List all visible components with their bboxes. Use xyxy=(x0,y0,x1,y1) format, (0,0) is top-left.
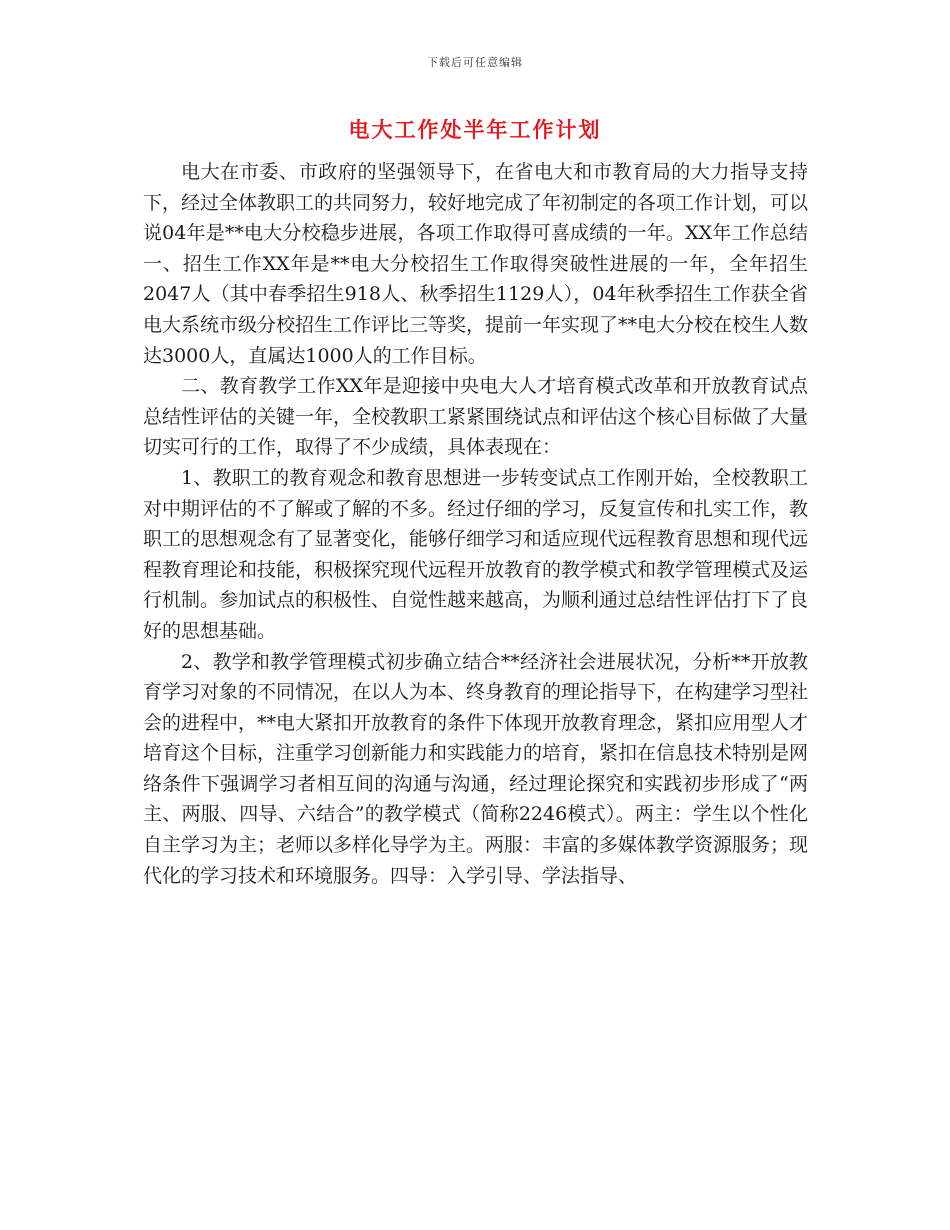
header-note: 下载后可任意编辑 xyxy=(427,56,523,69)
paragraph-intro: 电大在市委、市政府的坚强领导下，在省电大和市教育局的大力指导支持下，经过全体教职工的共同努力，较好地完成了年初制定的各项工作计划，可以说04年是**电大分校稳步进展，各项工作取得可喜成绩的一年。XX年工作总结一、招生工作XX年是**电大分校招生工作取得突破性进展的一年，全年招生2047人（其中春季招生918人、秋季招生1129人），04年秋季招生工作获全省电大系统市级分校招生工作评比三等奖，提前一年实现了**电大分校在校生人数达3000人，直属达1000人的工作目标。 xyxy=(143,161,809,367)
document-body xyxy=(143,157,808,891)
paragraph-concepts: 1、教职工的教育观念和教育思想进一步转变试点工作刚开始，全校教职工对中期评估的不了解或了解的不多。经过仔细的学习，反复宣传和扎实工作，教职工的思想观念有了显著变化，能够仔细学习和适应现代远程教育思想和现代远程教育理论和技能，积极探究现代远程开放教育的教学模式和教学管理模式及运行机制。参加试点的积极性、自觉性越来越高，为顺利通过总结性评估打下了良好的思想基础。 xyxy=(143,466,809,642)
paragraph-teaching: 二、教育教学工作XX年是迎接中央电大人才培育模式改革和开放教育试点总结性评估的关键一年，全校教职工紧紧围绕试点和评估这个核心目标做了大量切实可行的工作，取得了不少成绩，具体表现在： xyxy=(143,375,809,459)
document-title: 电大工作处半年工作计划 xyxy=(348,118,602,142)
paragraph-model: 2、教学和教学管理模式初步确立结合**经济社会进展状况，分析**开放教育学习对象的不同情况，在以人为本、终身教育的理论指导下，在构建学习型社会的进程中，**电大紧扣开放教育的条件下体现开放教育理念，紧扣应用型人才培育这个目标，注重学习创新能力和实践能力的培育，紧扣在信息技术特别是网络条件下强调学习者相互间的沟通与沟通，经过理论探究和实践初步形成了“两主、两服、四导、六结合”的教学模式（简称2246模式）。两主：学生以个性化自主学习为主；老师以多样化导学为主。两服：丰富的多媒体教学资源服务；现代化的学习技术和环境服务。四导：入学引导、学法指导、 xyxy=(143,650,809,887)
